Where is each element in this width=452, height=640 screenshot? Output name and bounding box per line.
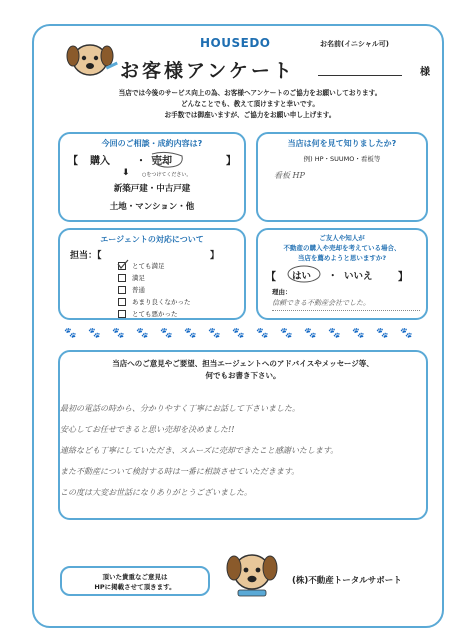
q4-title-line: ご友人や知人が bbox=[319, 234, 365, 242]
checkbox[interactable] bbox=[118, 298, 126, 306]
logo: HOUSEDO bbox=[200, 36, 271, 50]
q4-bracket-close: 】 bbox=[398, 272, 408, 283]
comment-line: この度は大変お世話になりありがとうございました。 bbox=[60, 488, 252, 497]
intro-line: どんなことでも、教えて頂けますと幸いです。 bbox=[181, 100, 319, 108]
q5-title bbox=[60, 358, 426, 382]
paw-print-icon: 🐾 bbox=[328, 328, 341, 339]
footer-note-line: HPに掲載させて頂きます。 bbox=[94, 583, 176, 591]
question-comments bbox=[58, 350, 428, 520]
dog-mascot-icon bbox=[222, 546, 282, 602]
footer-note-text bbox=[62, 572, 208, 592]
rating-option[interactable] bbox=[118, 284, 191, 296]
reason-answer[interactable]: 信頼できる不動産会社でした。 bbox=[272, 299, 370, 307]
q1-title: 今回のご相談・成約内容は? bbox=[101, 139, 203, 148]
rating-option[interactable] bbox=[118, 272, 191, 284]
footer-note-line: 頂いた貴重なご意見は bbox=[102, 573, 168, 581]
paw-print-icon: 🐾 bbox=[184, 328, 197, 339]
q5-title-line: 何でもお書き下さい。 bbox=[205, 371, 281, 380]
comment-line: 連絡なども丁寧にしていただき、スムーズに売却できたこと感謝いたします。 bbox=[60, 446, 339, 455]
question-recommend bbox=[256, 228, 428, 320]
intro-text bbox=[60, 88, 440, 121]
paw-print-icon: 🐾 bbox=[304, 328, 317, 339]
q3-title: エージェントの対応について bbox=[100, 235, 204, 244]
paw-print-icon: 🐾 bbox=[280, 328, 293, 339]
rating-label: とても満足 bbox=[132, 262, 165, 270]
rating-option[interactable] bbox=[118, 296, 191, 308]
rating-label: 満足 bbox=[132, 274, 145, 282]
paw-print-icon: 🐾 bbox=[352, 328, 365, 339]
q4-dot: ・ bbox=[328, 271, 338, 282]
comment-line: 安心してお任せできると思い売却を決めました!! bbox=[60, 425, 235, 434]
q1-buy[interactable]: 購入 bbox=[90, 156, 110, 167]
paw-print-icon: 🐾 bbox=[112, 328, 125, 339]
name-suffix: 様 bbox=[420, 67, 430, 78]
agent-rating-options bbox=[118, 260, 191, 320]
paw-print-icon: 🐾 bbox=[256, 328, 269, 339]
agent-label: 担当：【 bbox=[70, 251, 102, 261]
rating-label: あまり良くなかった bbox=[132, 298, 191, 306]
checkbox[interactable] bbox=[118, 310, 126, 318]
checkbox[interactable] bbox=[118, 286, 126, 294]
q1-line2: 土地・マンション・他 bbox=[109, 202, 195, 212]
q2-example: 例) HP・SUUMO・看板等 bbox=[303, 155, 381, 163]
paw-print-icon: 🐾 bbox=[208, 328, 221, 339]
intro-line: お手数では御座いますが、ご協力をお願い申し上げます。 bbox=[164, 111, 336, 119]
paw-print-icon: 🐾 bbox=[88, 328, 101, 339]
paw-print-icon: 🐾 bbox=[376, 328, 389, 339]
q4-title bbox=[258, 233, 426, 263]
q1-bracket-close: 】 bbox=[226, 156, 236, 167]
circle-mark bbox=[286, 264, 322, 284]
q4-bracket-open: 【 bbox=[266, 272, 276, 283]
agent-close: 】 bbox=[210, 251, 220, 261]
q1-line1: 新築戸建・中古戸建 bbox=[113, 184, 191, 194]
q1-dot: ・ bbox=[136, 156, 146, 167]
q2-title: 当店は何を見て知りましたか? bbox=[287, 139, 397, 148]
q4-no[interactable]: いいえ bbox=[344, 271, 373, 282]
paw-print-icon: 🐾 bbox=[160, 328, 173, 339]
q2-answer[interactable]: 看板 HP bbox=[274, 171, 305, 180]
q1-note: ○をつけてください。 bbox=[142, 172, 192, 178]
paw-print-icon: 🐾 bbox=[232, 328, 245, 339]
paw-print-icon: 🐾 bbox=[400, 328, 413, 339]
q4-yes[interactable]: はい bbox=[292, 271, 312, 282]
paw-print-icon: 🐾 bbox=[136, 328, 149, 339]
reason-label: 理由： bbox=[272, 288, 292, 296]
company-name: (株)不動産トータルサポート bbox=[292, 576, 402, 586]
rating-label: 普通 bbox=[132, 286, 145, 294]
intro-line: 当店では今後のサービス向上の為、お客様へアンケートのご協力をお願いしております。 bbox=[118, 89, 382, 97]
question-source bbox=[256, 132, 428, 222]
check-mark-icon bbox=[117, 259, 129, 269]
question-consultation bbox=[58, 132, 246, 222]
comment-line: また不動産について検討する時は一番に相談させていただきます。 bbox=[60, 467, 300, 476]
q4-title-line: 当店を薦めようと思いますか? bbox=[297, 254, 387, 262]
q1-sell[interactable]: 売却 bbox=[152, 156, 172, 167]
rating-label: とても悪かった bbox=[132, 310, 178, 318]
q4-title-line: 不動産の購入や売却を考えている場合、 bbox=[283, 244, 401, 252]
name-label: お名前(イニシャル可) bbox=[320, 40, 389, 48]
footer-note bbox=[60, 566, 210, 596]
question-agent bbox=[58, 228, 246, 320]
rating-option[interactable] bbox=[118, 308, 191, 320]
circle-mark bbox=[148, 148, 186, 170]
paw-print-icon: 🐾 bbox=[64, 328, 77, 339]
page-title: お客様アンケート bbox=[120, 60, 295, 82]
q5-title-line: 当店へのご意見やご要望、担当エージェントへのアドバイスやメッセージ等、 bbox=[112, 359, 374, 368]
name-line[interactable] bbox=[318, 75, 402, 76]
down-arrow-icon: ⬇ bbox=[122, 168, 130, 178]
comment-answer[interactable] bbox=[60, 398, 338, 503]
dog-mascot-icon bbox=[60, 36, 122, 82]
checkbox[interactable] bbox=[118, 274, 126, 282]
reason-line bbox=[272, 310, 420, 311]
q1-bracket-open: 【 bbox=[68, 156, 78, 167]
comment-line: 最初の電話の時から、分かりやすく丁寧にお話して下さいました。 bbox=[60, 404, 300, 413]
